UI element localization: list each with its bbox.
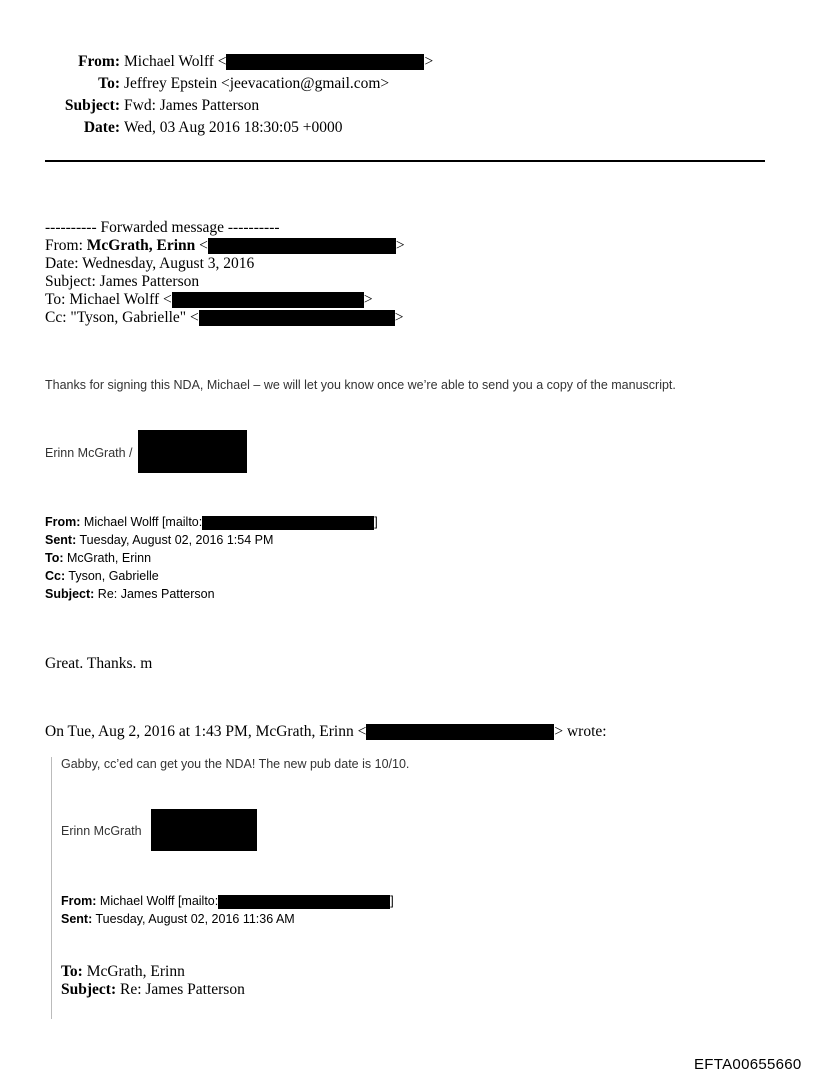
quoted-signature: Erinn McGrath (61, 824, 142, 838)
redaction-block (199, 310, 395, 326)
forwarded-cc-close: > (394, 309, 404, 326)
reply-cc-value: Tyson, Gabrielle (68, 569, 159, 583)
redaction-block (202, 516, 374, 530)
header-to-label: To: (98, 75, 120, 92)
header-date-value: Wed, 03 Aug 2016 18:30:05 +0000 (124, 119, 343, 136)
quote-intro (45, 722, 607, 742)
quoted-body: Gabby, cc’ed can get you the NDA! The new pub date is 10/10. (61, 757, 410, 771)
header-date-row (0, 118, 342, 138)
reply-sent-row (45, 531, 273, 549)
header-subject-value: Fwd: James Patterson (124, 97, 260, 114)
redaction-block (218, 895, 390, 909)
reply-body: Great. Thanks. m (45, 655, 153, 672)
quoted-sent-value: Tuesday, August 02, 2016 11:36 AM (95, 912, 295, 926)
quoted-from-close: ] (390, 894, 394, 908)
forwarded-cc-row (45, 309, 404, 327)
forwarded-from-open: < (195, 237, 208, 254)
forwarded-subject: Subject: James Patterson (45, 273, 200, 290)
reply-from-label: From: (45, 515, 81, 529)
quoted-to-value: McGrath, Erinn (86, 963, 185, 980)
reply-to-value: McGrath, Erinn (67, 551, 152, 565)
header-from-close: > (424, 53, 434, 70)
header-from-label: From: (78, 53, 120, 70)
header-to-row (0, 74, 389, 94)
forwarded-cc-prefix: Cc: "Tyson, Gabrielle" < (45, 309, 199, 326)
forwarded-banner: ---------- Forwarded message ---------- (45, 219, 280, 236)
reply-from-value: Michael Wolff [mailto: (83, 515, 203, 529)
reply-subject-value: Re: James Patterson (97, 587, 215, 601)
forwarded-from-name: McGrath, Erinn (86, 237, 196, 254)
quote-bar (51, 757, 52, 1019)
header-subject-row (0, 96, 259, 116)
quoted-sent-row (61, 910, 295, 928)
reply-subject-row (45, 585, 215, 603)
forwarded-to-row (45, 291, 373, 309)
reply-cc-row (45, 567, 159, 585)
reply-sent-label: Sent: (45, 533, 77, 547)
header-from-value: Michael Wolff < (124, 53, 227, 70)
reply-from-row (45, 513, 378, 531)
message-body: Thanks for signing this NDA, Michael – we will let you know once we’re able to send you a copy of the manuscript. (45, 378, 676, 392)
header-divider (45, 160, 765, 162)
header-date-label: Date: (83, 119, 120, 136)
quote-intro-prefix: On Tue, Aug 2, 2016 at 1:43 PM, McGrath, Erinn < (45, 723, 367, 740)
forwarded-from-prefix: From: (45, 237, 87, 254)
forwarded-date: Date: Wednesday, August 3, 2016 (45, 255, 255, 272)
quoted-sent-label: Sent: (61, 912, 93, 926)
redaction-block (151, 809, 257, 851)
quoted-to-label: To: (61, 963, 83, 980)
redaction-block (226, 54, 424, 70)
quoted-subject-row (61, 981, 245, 999)
reply-from-close: ] (374, 515, 378, 529)
reply-to-label: To: (45, 551, 64, 565)
header-from-row (0, 52, 433, 72)
redaction-block (138, 430, 247, 473)
header-subject-label: Subject: (64, 97, 120, 114)
quoted-to-row (61, 963, 185, 981)
reply-to-row (45, 549, 151, 567)
forwarded-to-close: > (363, 291, 373, 308)
quote-intro-suffix: > wrote: (554, 723, 607, 740)
forwarded-to-prefix: To: Michael Wolff < (45, 291, 172, 308)
redaction-block (366, 724, 554, 740)
redaction-block (208, 238, 396, 254)
quoted-from-label: From: (61, 894, 97, 908)
reply-sent-value: Tuesday, August 02, 2016 1:54 PM (79, 533, 274, 547)
quoted-subject-label: Subject: (61, 981, 117, 998)
redaction-block (172, 292, 364, 308)
quoted-subject-value: Re: James Patterson (119, 981, 245, 998)
reply-subject-label: Subject: (45, 587, 95, 601)
forwarded-from-row (45, 237, 405, 255)
quoted-from-value: Michael Wolff [mailto: (99, 894, 219, 908)
document-id: EFTA00655660 (694, 1056, 802, 1073)
message-signature: Erinn McGrath / (45, 446, 133, 460)
header-to-value: Jeffrey Epstein <jeevacation@gmail.com> (124, 75, 390, 92)
reply-cc-label: Cc: (45, 569, 66, 583)
forwarded-from-close: > (395, 237, 405, 254)
quoted-from-row (61, 892, 394, 910)
